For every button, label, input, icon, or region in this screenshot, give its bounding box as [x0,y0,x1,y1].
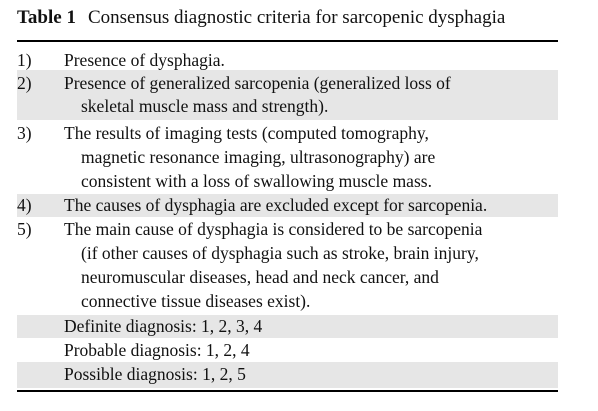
table-caption [17,7,505,29]
diagnosis-definite: Definite diagnosis: 1, 2, 3, 4 [64,316,263,336]
criterion-text: The results of imaging tests (computed tomography, [64,123,429,143]
criterion-text: Presence of dysphagia. [64,50,225,70]
criterion-number: 5) [17,219,32,239]
table-label: Table 1 [17,7,76,28]
criterion-text: (if other causes of dysphagia such as stroke, brain injury, [81,243,479,263]
criterion-text: Presence of generalized sarcopenia (generalized loss of [64,73,451,93]
table-title: Consensus diagnostic criteria for sarcopenic dysphagia [87,7,506,28]
diagnosis-possible: Possible diagnosis: 1, 2, 5 [64,364,246,384]
criterion-number: 2) [17,73,32,93]
diagnosis-probable: Probable diagnosis: 1, 2, 4 [64,340,250,360]
criterion-text: The causes of dysphagia are excluded except for sarcopenia. [64,195,488,215]
criterion-number: 3) [17,123,32,143]
criterion-text: The main cause of dysphagia is considered to be sarcopenia [64,219,483,239]
bottom-rule [17,390,558,392]
criterion-number: 1) [17,50,32,70]
criterion-text: connective tissue diseases exist). [81,291,311,311]
criterion-number: 4) [17,195,32,215]
criterion-text: magnetic resonance imaging, ultrasonography) are [81,147,436,167]
criterion-text: consistent with a loss of swallowing muscle mass. [81,171,432,191]
top-rule [17,40,558,42]
criterion-text: neuromuscular diseases, head and neck cancer, and [81,267,439,287]
criterion-text: skeletal muscle mass and strength). [81,96,329,116]
